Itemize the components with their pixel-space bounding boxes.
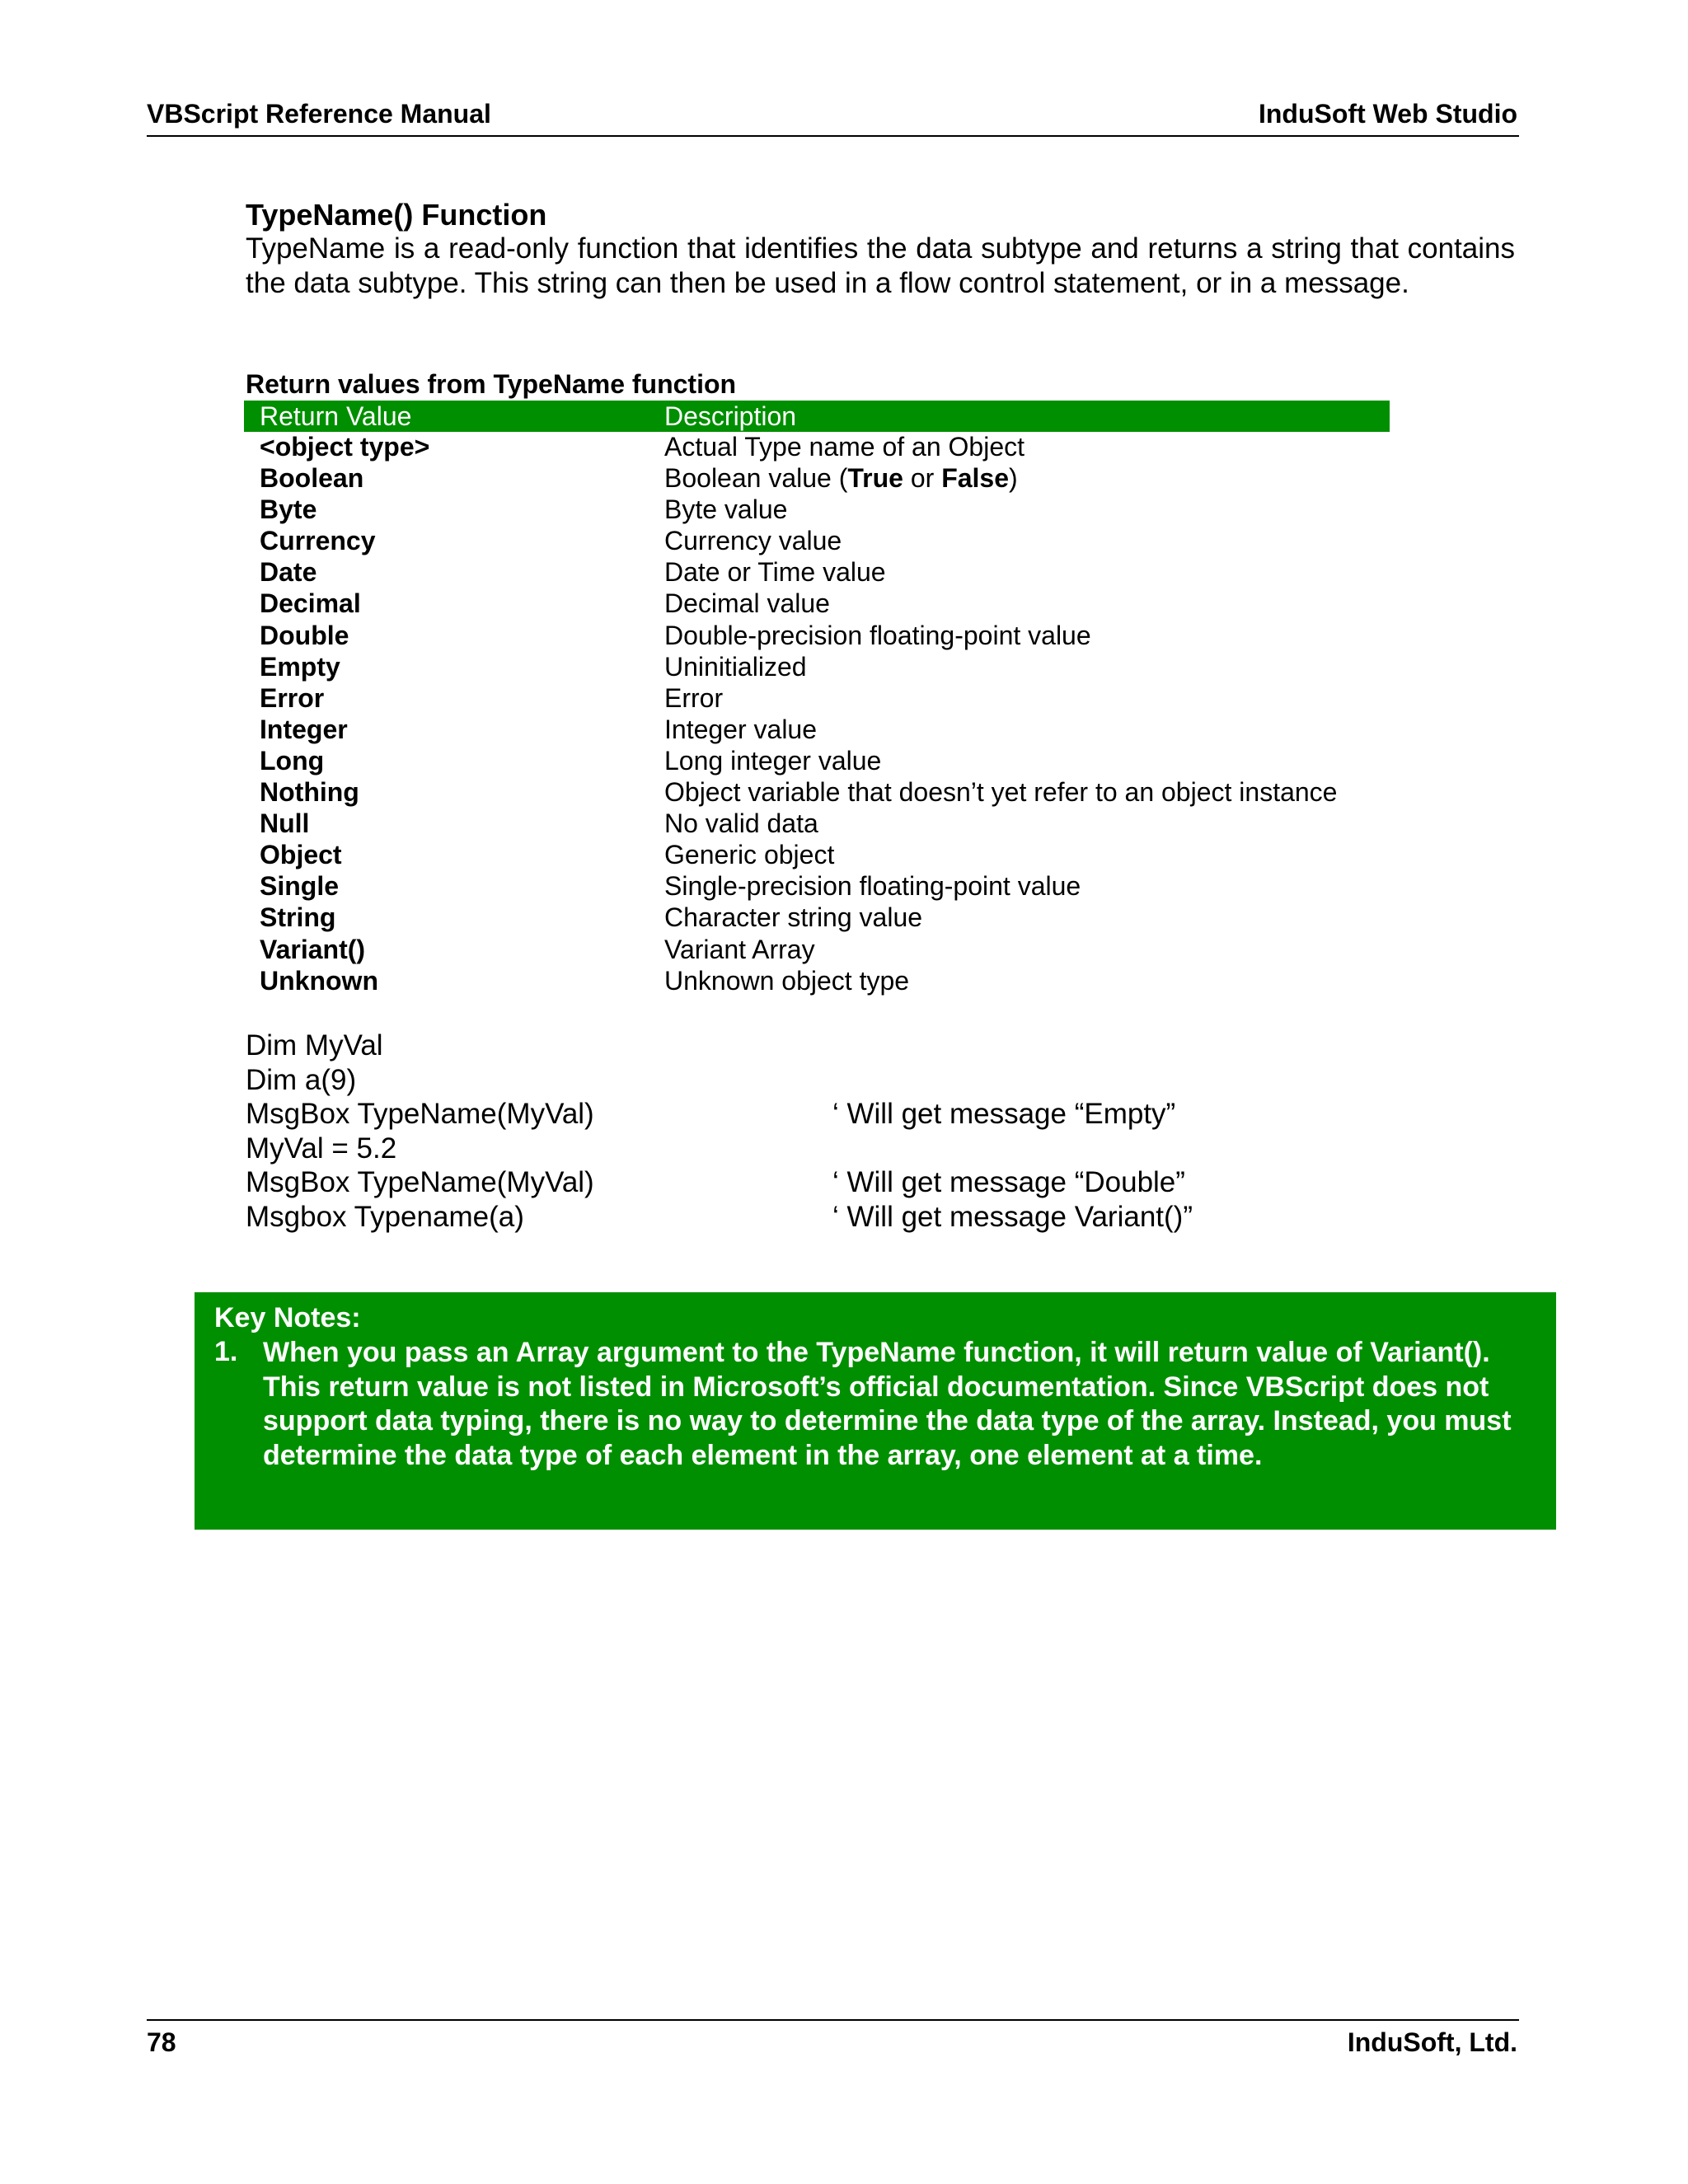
return-value-cell: Decimal: [260, 588, 361, 619]
return-values-table: [244, 401, 1390, 997]
description-cell: Long integer value: [664, 745, 882, 776]
description-cell: No valid data: [664, 808, 818, 839]
return-value-cell: Long: [260, 745, 325, 776]
description-keyword: False: [941, 463, 1010, 494]
key-notes-box: [195, 1292, 1556, 1530]
column-header-description: Description: [664, 401, 797, 431]
description-text: or: [903, 463, 942, 494]
table-row: [244, 494, 1390, 526]
return-value-cell: Null: [260, 808, 310, 839]
table-row: [244, 715, 1390, 746]
return-value-cell: <object type>: [260, 432, 430, 462]
description-text: Boolean value (: [664, 463, 848, 494]
description-cell: Decimal value: [664, 588, 830, 619]
table-row: [244, 463, 1390, 494]
table-row: [244, 432, 1390, 463]
return-value-cell: Error: [260, 682, 325, 713]
description-cell: Currency value: [664, 526, 842, 556]
code-statement: Msgbox Typename(a): [246, 1200, 524, 1233]
table-body: [244, 432, 1390, 997]
code-line: [246, 1097, 1176, 1132]
code-example: [246, 1029, 1193, 1235]
description-cell: Error: [664, 682, 724, 713]
column-header-return-value: Return Value: [260, 401, 412, 431]
table-row: [244, 808, 1390, 840]
return-value-cell: Empty: [260, 651, 340, 682]
return-value-cell: Object: [260, 840, 342, 870]
code-line: [246, 1063, 594, 1098]
product-name: InduSoft Web Studio: [1258, 99, 1517, 129]
description-cell: Character string value: [664, 902, 923, 933]
table-row: [244, 935, 1390, 966]
table-row: [244, 777, 1390, 808]
table-row: [244, 683, 1390, 715]
table-row: [244, 746, 1390, 777]
description-cell: Actual Type name of an Object: [664, 432, 1025, 462]
page-footer: [147, 2019, 1519, 2057]
table-row: [244, 621, 1390, 652]
description-cell: Variant Array: [664, 934, 815, 964]
table-row: [244, 871, 1390, 902]
description-cell: Object variable that doesn’t yet refer to an object instance: [664, 777, 1338, 808]
return-value-cell: Double: [260, 620, 349, 650]
table-row: [244, 588, 1390, 620]
description-text: ): [1009, 463, 1018, 494]
code-comment: ‘ Will get message Variant()”: [832, 1200, 1193, 1233]
code-line: [246, 1132, 594, 1166]
table-row: [244, 526, 1390, 557]
code-statement: MsgBox TypeName(MyVal): [246, 1166, 594, 1199]
table-row: [244, 557, 1390, 588]
intro-paragraph: TypeName is a read-only function that identifies the data subtype and returns a string that contains the data subtype. This string can then be used in a flow control statement, or in a message.: [246, 232, 1515, 299]
return-value-cell: Currency: [260, 526, 376, 556]
code-comment: ‘ Will get message “Empty”: [832, 1098, 1176, 1131]
table-row: [244, 652, 1390, 683]
code-line: [246, 1165, 1185, 1200]
table-row: [244, 840, 1390, 871]
return-value-cell: Integer: [260, 714, 348, 744]
page-header: [147, 99, 1519, 137]
return-value-cell: String: [260, 902, 336, 933]
description-keyword: True: [847, 463, 903, 494]
code-comment: ‘ Will get message “Double”: [832, 1166, 1185, 1199]
description-cell: Single-precision floating-point value: [664, 871, 1081, 902]
section-title: TypeName() Function: [246, 198, 547, 232]
return-value-cell: Single: [260, 871, 340, 902]
return-value-cell: Nothing: [260, 777, 359, 808]
return-value-cell: Boolean: [260, 463, 364, 494]
key-note-number: 1.: [214, 1336, 238, 1367]
description-cell: Unknown object type: [664, 965, 910, 996]
table-row: [244, 966, 1390, 997]
table-caption: Return values from TypeName function: [246, 369, 737, 399]
description-cell: [664, 463, 1018, 494]
code-statement: Dim a(9): [246, 1063, 357, 1096]
code-line: [246, 1029, 594, 1063]
description-cell: Double-precision floating-point value: [664, 620, 1091, 650]
code-statement: MyVal = 5.2: [246, 1132, 397, 1165]
key-notes-title: Key Notes:: [214, 1302, 361, 1333]
code-statement: MsgBox TypeName(MyVal): [246, 1098, 594, 1131]
return-value-cell: Variant(): [260, 934, 366, 964]
description-cell: Uninitialized: [664, 651, 807, 682]
table-header-row: [244, 401, 1390, 432]
description-cell: Date or Time value: [664, 557, 886, 588]
code-statement: Dim MyVal: [246, 1029, 383, 1062]
description-cell: Generic object: [664, 840, 835, 870]
table-row: [244, 902, 1390, 934]
code-line: [246, 1200, 1193, 1235]
return-value-cell: Date: [260, 557, 317, 588]
key-note-text: When you pass an Array argument to the TypeName function, it will return value of Variant(). This return value is not listed in Microsoft’s official documentation. Since VBScript does not support data typing, there is no way to determine the data type of the array. Instead, you must determine the data type of each element in the array, one element at a time.: [263, 1337, 1512, 1471]
return-value-cell: Unknown: [260, 965, 378, 996]
description-cell: Byte value: [664, 494, 788, 525]
description-cell: Integer value: [664, 714, 818, 744]
return-value-cell: Byte: [260, 494, 317, 525]
page-number: 78: [147, 2027, 176, 2057]
manual-title: VBScript Reference Manual: [147, 99, 491, 129]
company-name: InduSoft, Ltd.: [1347, 2027, 1517, 2057]
